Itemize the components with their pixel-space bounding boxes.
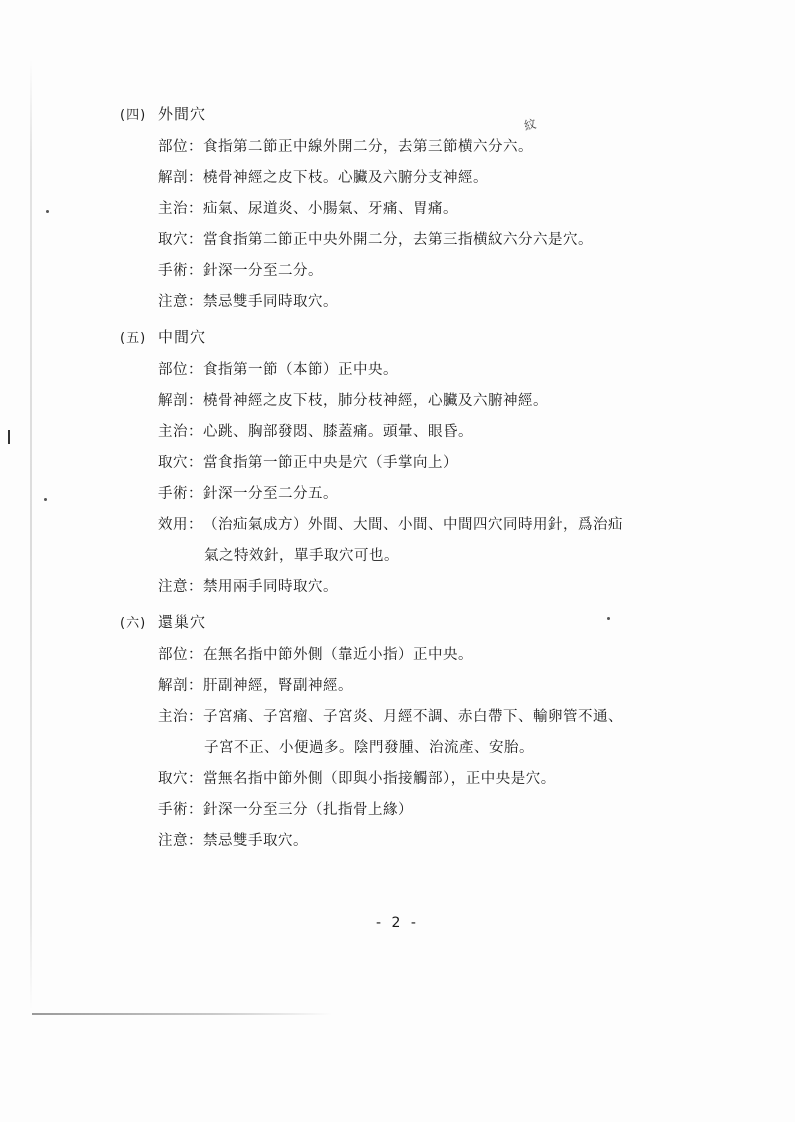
entry-text: 針深一分至三分（扎指骨上緣） bbox=[203, 802, 413, 818]
handwritten-annotation: 紋 bbox=[522, 116, 538, 134]
entry-row bbox=[158, 360, 623, 380]
entry-row bbox=[158, 422, 623, 442]
entry-row bbox=[158, 199, 593, 219]
scan-speck bbox=[46, 210, 49, 213]
entry-label: 取穴： bbox=[158, 455, 203, 471]
entry-label: 手術： bbox=[158, 263, 203, 279]
entry-row bbox=[158, 515, 623, 566]
entry-row bbox=[158, 831, 623, 851]
entry-text-continued: 子宮不正、小便過多。陰門發腫、治流產、安胎。 bbox=[204, 740, 534, 756]
entry-row bbox=[158, 292, 593, 312]
entry-row bbox=[158, 707, 623, 758]
section-number: (四) bbox=[120, 108, 147, 123]
entry-row bbox=[158, 769, 623, 789]
entry-text: 橈骨神經之皮下枝，肺分枝神經，心臟及六腑神經。 bbox=[203, 393, 548, 409]
section-title: 中間穴 bbox=[158, 328, 207, 346]
section-number: (五) bbox=[120, 331, 147, 346]
section-number: (六) bbox=[120, 616, 147, 631]
entry-text: 肝副神經，腎副神經。 bbox=[203, 678, 353, 694]
entry-row bbox=[158, 391, 623, 411]
entry-row bbox=[158, 168, 593, 188]
scan-mark bbox=[8, 430, 10, 444]
entry-text: （治疝氣成方）外間、大間、小間、中間四穴同時用針，爲治疝 bbox=[203, 517, 623, 533]
section-zhongjian bbox=[120, 325, 623, 597]
entry-text: 禁用兩手同時取穴。 bbox=[203, 579, 338, 595]
section-title: 還巢穴 bbox=[158, 613, 207, 631]
entry-text: 橈骨神經之皮下枝。心臟及六腑分支神經。 bbox=[203, 170, 488, 186]
entry-text: 心跳、胸部發悶、膝蓋痛。頭暈、眼昏。 bbox=[203, 424, 473, 440]
section-huanchao bbox=[120, 610, 623, 851]
entry-row bbox=[158, 645, 623, 665]
entry-text: 針深一分至二分五。 bbox=[203, 486, 338, 502]
entry-row bbox=[158, 137, 593, 157]
entry-label: 解剖： bbox=[158, 678, 203, 694]
scan-shadow-bottom bbox=[32, 1013, 332, 1015]
entry-text: 在無名指中節外側（靠近小指）正中央。 bbox=[203, 647, 473, 663]
entry-label: 效用： bbox=[158, 517, 203, 533]
section-heading bbox=[120, 610, 623, 634]
entry-row bbox=[158, 453, 623, 473]
entry-label: 手術： bbox=[158, 486, 203, 502]
entry-text: 當食指第二節正中央外開二分，去第三指横紋六分六是穴。 bbox=[203, 232, 593, 248]
entry-label: 解剖： bbox=[158, 170, 203, 186]
entry-text: 食指第二節正中線外開二分，去第三節横六分六。 bbox=[203, 139, 533, 155]
entry-label: 主治： bbox=[158, 201, 203, 217]
entry-row bbox=[158, 800, 623, 820]
entry-label: 主治： bbox=[158, 424, 203, 440]
entry-label: 部位： bbox=[158, 139, 203, 155]
entry-row bbox=[158, 230, 593, 250]
entry-label: 主治： bbox=[158, 709, 203, 725]
section-heading bbox=[120, 325, 623, 349]
entry-label: 注意： bbox=[158, 579, 203, 595]
page-number: - 2 - bbox=[376, 915, 419, 931]
entry-label: 部位： bbox=[158, 647, 203, 663]
entry-text: 食指第一節（本節）正中央。 bbox=[203, 362, 398, 378]
entry-text: 當無名指中節外側（即與小指接觸部），正中央是穴。 bbox=[203, 771, 556, 787]
entry-label: 取穴： bbox=[158, 771, 203, 787]
entry-row bbox=[158, 261, 593, 281]
section-waijian bbox=[120, 102, 593, 312]
entry-label: 注意： bbox=[158, 294, 203, 310]
scan-shadow-left bbox=[30, 60, 32, 1010]
scan-speck bbox=[44, 498, 47, 501]
section-heading bbox=[120, 102, 593, 126]
entry-text: 禁忌雙手取穴。 bbox=[203, 833, 308, 849]
entry-text: 疝氣、尿道炎、小腸氣、牙痛、胃痛。 bbox=[203, 201, 458, 217]
entry-text: 當食指第一節正中央是穴（手掌向上） bbox=[203, 455, 458, 471]
entry-text-continued: 氣之特效針，單手取穴可也。 bbox=[204, 548, 399, 564]
section-title: 外間穴 bbox=[158, 105, 207, 123]
entry-text: 禁忌雙手同時取穴。 bbox=[203, 294, 338, 310]
entry-label: 注意： bbox=[158, 833, 203, 849]
entry-label: 部位： bbox=[158, 362, 203, 378]
entry-row bbox=[158, 577, 623, 597]
entry-row bbox=[158, 676, 623, 696]
entry-label: 手術： bbox=[158, 802, 203, 818]
entry-text: 子宮痛、子宮瘤、子宮炎、月經不調、赤白帶下、輸卵管不通、 bbox=[203, 709, 623, 725]
entry-label: 取穴： bbox=[158, 232, 203, 248]
entry-label: 解剖： bbox=[158, 393, 203, 409]
entry-text: 針深一分至二分。 bbox=[203, 263, 323, 279]
entry-row bbox=[158, 484, 623, 504]
